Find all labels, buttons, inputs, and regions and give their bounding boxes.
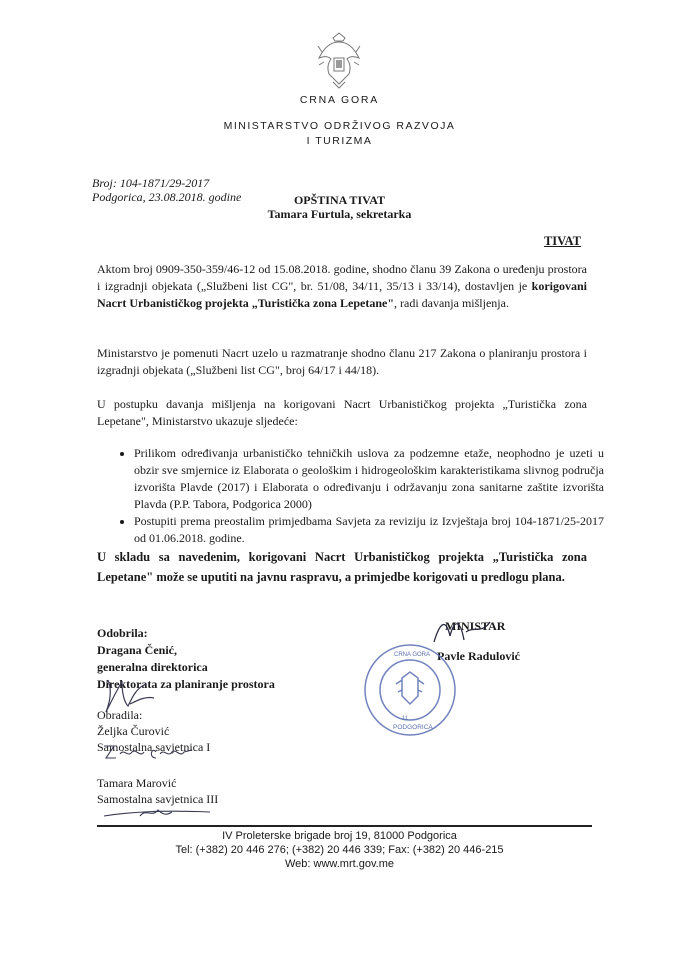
ministry-line-1: MINISTARSTVO ODRŽIVOG RAZVOJA <box>223 120 456 132</box>
recipient-person: Tamara Furtula, sekretarka <box>267 207 412 221</box>
footer-divider <box>97 825 592 827</box>
minister-name: Pavle Radulović <box>437 649 520 663</box>
paragraph-1-end: , radi davanja mišljenja. <box>394 296 509 310</box>
stamp-number: 11 <box>402 716 409 722</box>
conclusion-paragraph: U skladu sa navedenim, korigovani Nacrt Urbanističkog projekta „Turistička zona Lepetane" može se uputiti na javnu raspravu, a primjedbe korigovati u predlogu plana. <box>97 550 587 584</box>
official-stamp-icon <box>360 640 460 740</box>
approver-title-2: Direktorata za planiranje prostora <box>97 677 275 691</box>
paragraph-1 <box>97 261 587 312</box>
ministry-line-2: I TURIZMA <box>306 135 373 147</box>
paragraph-2: Ministarstvo je pomenuti Nacrt uzelo u razmatranje shodno članu 217 Zakona o planiranju prostora i izgradnji objekata („Službeni list CG", broj 64/17 i 44/18). <box>97 346 587 377</box>
stamp-country: CRNA GORA <box>394 652 431 658</box>
paragraph-1-bold: korigovani Nacrt Urbanističkog projekta „Turistička zona Lepetane" <box>97 279 588 310</box>
preparer-1-signature <box>100 740 200 764</box>
preparer-1-title: Samostalna savjetnica I <box>97 740 211 754</box>
footer-address: IV Proleterske brigade broj 19, 81000 Podgorica <box>222 830 457 842</box>
remarks-list <box>116 445 604 547</box>
paragraph-3: U postupku davanja mišljenja na korigovani Nacrt Urbanističkog projekta „Turistička zona Lepetane", Ministarstvo ukazuje sljedeće: <box>97 397 587 428</box>
approved-label: Odobrila: <box>97 626 148 640</box>
recipient-block <box>0 193 679 221</box>
reference-number: Broj: 104-1871/29-2017 <box>92 176 210 190</box>
coat-of-arms-icon <box>316 32 362 90</box>
footer-web: Web: www.mrt.gov.me <box>284 858 394 870</box>
ministry-name <box>0 119 679 149</box>
footer-phones: Tel: (+382) 20 446 276; (+382) 20 446 339; Fax: (+382) 20 446-215 <box>175 844 504 856</box>
preparer-2-title: Samostalna savjetnica III <box>97 792 219 806</box>
remark-item: • Prilikom određivanja urbanističko tehničkih uslova za podzemne etaže, neophodno je uzeti u obzir sve smjernice iz Elaborata o geološkim i hidrogeološkim karakteristikama slivnog područja izvorišta Plavde (2017) i Elaborata o određivanju i održavanju zona sanitarne zaštite izvorišta Plavda (P.P. Tabora, Podgorica 2000) <box>134 445 604 513</box>
remark-item: • Postupiti prema preostalim primjedbama Savjeta za reviziju iz Izvještaja broj 104-1871/25-2017 od 01.06.2018. godine. <box>134 513 604 547</box>
preparer-2-name: Tamara Marović <box>97 776 177 790</box>
stamp-city: PODGORICA <box>393 724 433 731</box>
recipient-org: OPŠTINA TIVAT <box>293 193 386 207</box>
reference-date: Podgorica, 23.08.2018. godine <box>92 190 242 204</box>
minister-title: MINISTAR <box>445 619 506 633</box>
country-name: CRNA GORA <box>299 94 380 106</box>
prepared-label: Obradila: <box>97 708 143 722</box>
preparer-1-name: Željka Čurović <box>97 724 170 738</box>
preparer-2-signature <box>100 800 220 822</box>
minister-signature <box>430 612 500 652</box>
approver-name: Dragana Čenić, <box>97 643 177 657</box>
approver-title-1: generalna direktorica <box>97 660 208 674</box>
recipient-city: TIVAT <box>543 234 581 248</box>
paragraph-1-text: Aktom broj 0909-350-359/46-12 od 15.08.2018. godine, shodno članu 39 Zakona o uređenju prostora i izgradnji objekata („Službeni list CG", br. 51/08, 34/11, 35/13 i 33/14), dostavljen je <box>97 262 587 293</box>
